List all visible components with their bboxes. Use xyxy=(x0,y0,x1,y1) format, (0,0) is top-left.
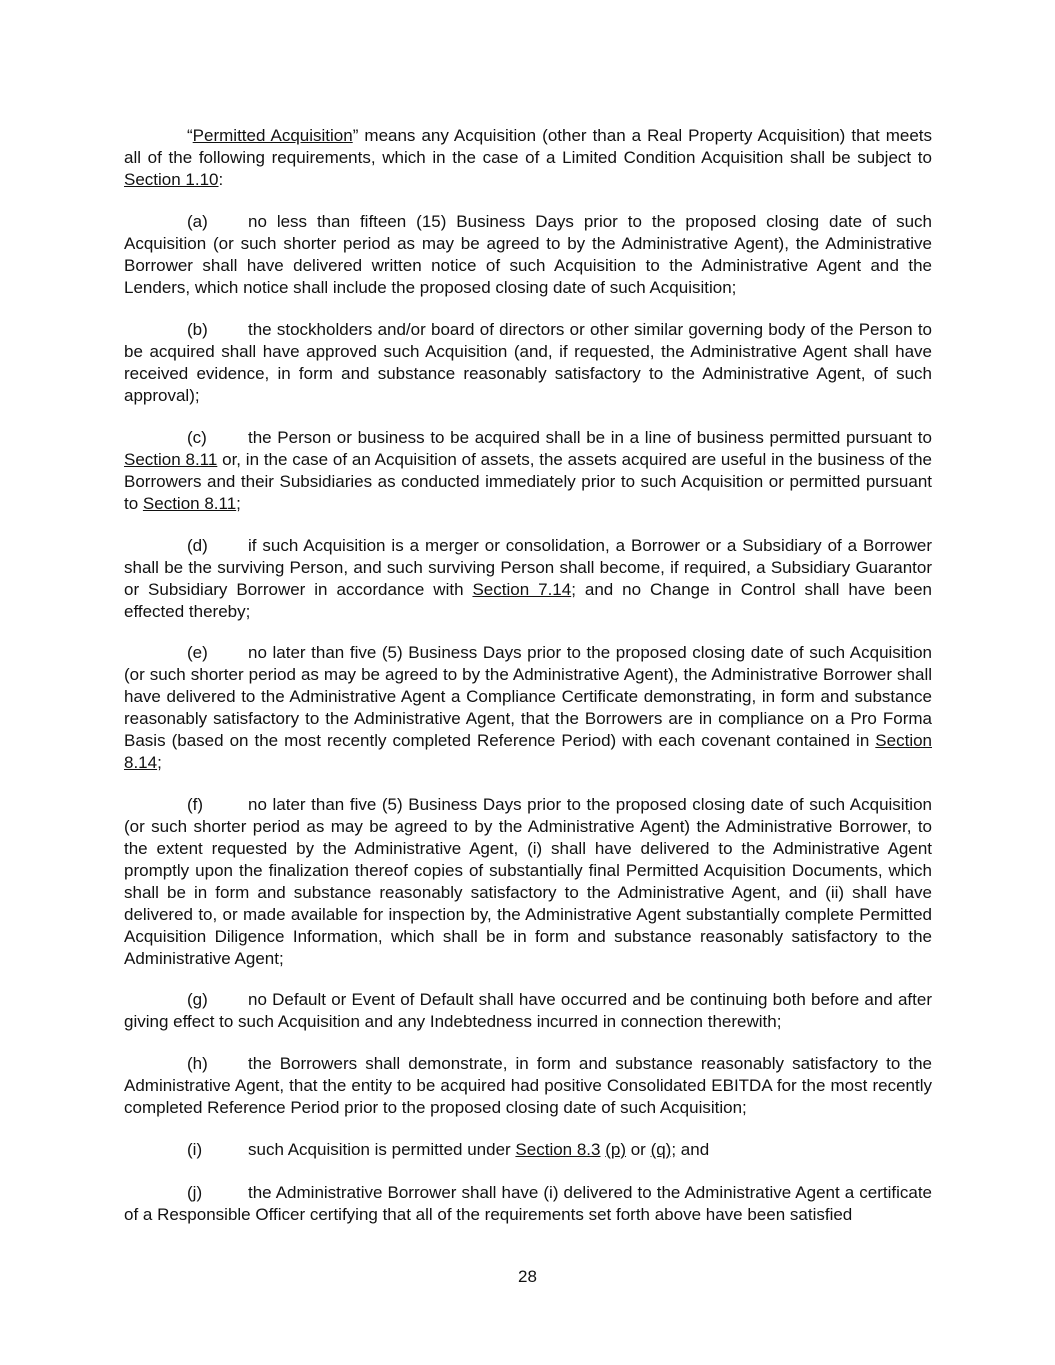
section-reference: Section 8.11 xyxy=(124,450,218,469)
clause-i: (i) such Acquisition is permitted under Section 8.3 (p) or (q); and xyxy=(187,1140,710,1159)
clause-b: (b) the stockholders and/or board of directors or other similar governing body of the Person to be acquired shall have approved such Acquisition (and, if requested, the Administrative Agent shall have received evidence, in form and substance reasonably satisfactory to the Administrative Agent, of such approval); xyxy=(124,320,932,405)
definition-paragraph: “Permitted Acquisition” means any Acquisition (other than a Real Property Acquisition) that meets all of the following requirements, which in the case of a Limited Condition Acquisition shall be subject to Section 1.10: xyxy=(124,126,933,189)
defined-term: Permitted Acquisition xyxy=(192,126,353,145)
clause-label: (b) xyxy=(187,320,208,339)
section-reference: Section 8.11 xyxy=(142,494,237,513)
section-reference: (q); xyxy=(650,1140,677,1159)
clause-label: (i) xyxy=(187,1140,203,1159)
clause-label: (f) xyxy=(187,795,204,814)
clause-label: (d) xyxy=(187,536,208,555)
clause-a: (a) no less than fifteen (15) Business Days prior to the proposed closing date of such Acquisition (or such shorter period as may be agreed to by the Administrative Agent), the Administrative Borrower shall have delivered written notice of such Acquisition to the Administrative Agent and the Lenders, which notice shall include the proposed closing date of such Acquisition; xyxy=(124,212,932,297)
clause-j: (j) the Administrative Borrower shall have (i) delivered to the Administrative Agent a certificate of a Responsible Officer certifying that all of the requirements set forth above have been satisfied xyxy=(124,1183,932,1224)
clause-label: (e) xyxy=(187,643,208,662)
section-reference: Section 7.14 xyxy=(472,580,572,599)
clause-label: (h) xyxy=(187,1054,208,1073)
section-reference: Section 8.14 xyxy=(124,731,932,772)
clause-h: (h) the Borrowers shall demonstrate, in form and substance reasonably satisfactory to the Administrative Agent, that the entity to be acquired had positive Consolidated EBITDA for the most recently completed Reference Period prior to the proposed closing date of such Acquisition; xyxy=(124,1054,932,1117)
clause-label: (a) xyxy=(187,212,208,231)
clause-label: (j) xyxy=(187,1183,203,1202)
section-reference: (p) xyxy=(605,1140,626,1159)
section-reference: Section 8.3 xyxy=(515,1140,601,1159)
clause-c: (c) the Person or business to be acquired shall be in a line of business permitted pursuant to Section 8.11 or, in the case of an Acquisition of assets, the assets acquired are useful in the business of the Borrowers and their Subsidiaries as conducted immediately prior to such Acquisition or permitted pursuant to Section 8.11; xyxy=(124,428,932,513)
section-reference: Section 1.10 xyxy=(124,170,219,189)
clause-label: (g) xyxy=(187,990,208,1009)
clause-g: (g) no Default or Event of Default shall have occurred and be continuing both before and after giving effect to such Acquisition and any Indebtedness incurred in connection therewith; xyxy=(124,990,932,1031)
clause-label: (c) xyxy=(187,428,207,447)
page-number: 28 xyxy=(518,1267,537,1286)
clause-f: (f) no later than five (5) Business Days prior to the proposed closing date of such Acquisition (or such shorter period as may be agreed to by the Administrative Agent) the Administrative Borrower, to the extent requested by the Administrative Agent, (i) shall have delivered to the Administrative Agent promptly upon the finalization thereof copies of substantially final Permitted Acquisition Documents, which shall be in form and substance reasonably satisfactory to the Administrative Agent, and (ii) shall have delivered to, or made available for inspection by, the Administrative Agent substantially complete Permitted Acquisition Diligence Information, which shall be in form and substance reasonably satisfactory to the Administrative Agent; xyxy=(124,795,932,968)
clause-d: (d) if such Acquisition is a merger or consolidation, a Borrower or a Subsidiary of a Borrower shall be the surviving Person, and such surviving Person shall become, if required, a Subsidiary Guarantor or Subsidiary Borrower in accordance with Section 7.14; and no Change in Control shall have been effected thereby; xyxy=(124,536,932,621)
clause-e: (e) no later than five (5) Business Days prior to the proposed closing date of such Acquisition (or such shorter period as may be agreed to by the Administrative Agent), the Administrative Borrower shall have delivered to the Administrative Agent a Compliance Certificate demonstrating, in form and substance reasonably satisfactory to the Administrative Agent, that the Borrowers are in compliance on a Pro Forma Basis (based on the most recently completed Reference Period) with each covenant contained in Section 8.14; xyxy=(124,643,932,772)
